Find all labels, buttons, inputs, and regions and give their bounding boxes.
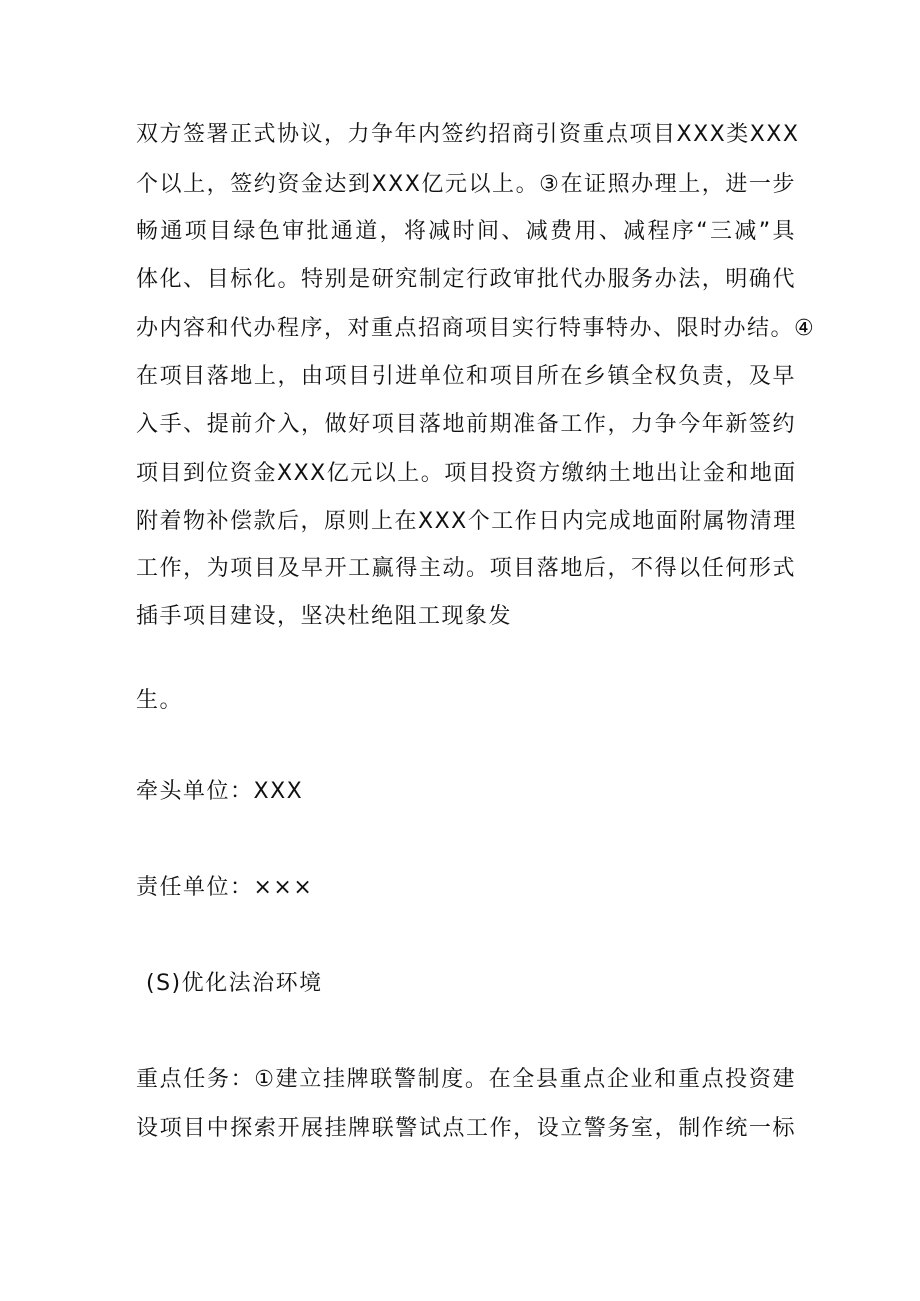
paragraph-1-line-8: 项目到位资金XXX亿元以上。项目投资方缴纳土地出让金和地面	[136, 461, 797, 486]
paragraph-1-line-11: 插手项目建设，坚决杜绝阻工现象发	[136, 604, 513, 629]
paragraph-1-line-5: 办内容和代办程序，对重点招商项目实行特事特办、限时办结。④	[136, 316, 816, 341]
section-heading: (S)优化法治环境	[146, 971, 323, 996]
paragraph-1-line-4: 体化、目标化。特别是研究制定行政审批代办服务办法，明确代	[136, 267, 796, 292]
paragraph-1-line-3: 畅通项目绿色审批通道，将减时间、减费用、减程序“三减”具	[136, 219, 796, 244]
paragraph-1-tail: 生。	[136, 688, 184, 713]
paragraph-1-line-10: 工作，为项目及早开工赢得主动。项目落地后，不得以任何形式	[136, 556, 796, 581]
paragraph-1-line-6: 在项目落地上，由项目引进单位和项目所在乡镇全权负责，及早	[136, 364, 796, 389]
lead-unit: 牵头单位：XXX	[136, 779, 304, 804]
paragraph-1-line-7: 入手、提前介入，做好项目落地前期准备工作，力争今年新签约	[136, 412, 796, 437]
paragraph-1-line-1: 双方签署正式协议，力争年内签约招商引资重点项目XXX类XXX	[136, 122, 800, 147]
paragraph-1-line-2: 个以上，签约资金达到XXX亿元以上。③在证照办理上，进一步	[136, 172, 796, 197]
responsible-unit: 责任单位：×××	[136, 875, 314, 900]
paragraph-2-line-2: 设项目中探索开展挂牌联警试点工作，设立警务室，制作统一标	[136, 1116, 796, 1141]
paragraph-1-line-9: 附着物补偿款后，原则上在XXX个工作日内完成地面附属物清理	[136, 509, 797, 534]
paragraph-2-line-1: 重点任务：①建立挂牌联警制度。在全县重点企业和重点投资建	[136, 1067, 796, 1092]
